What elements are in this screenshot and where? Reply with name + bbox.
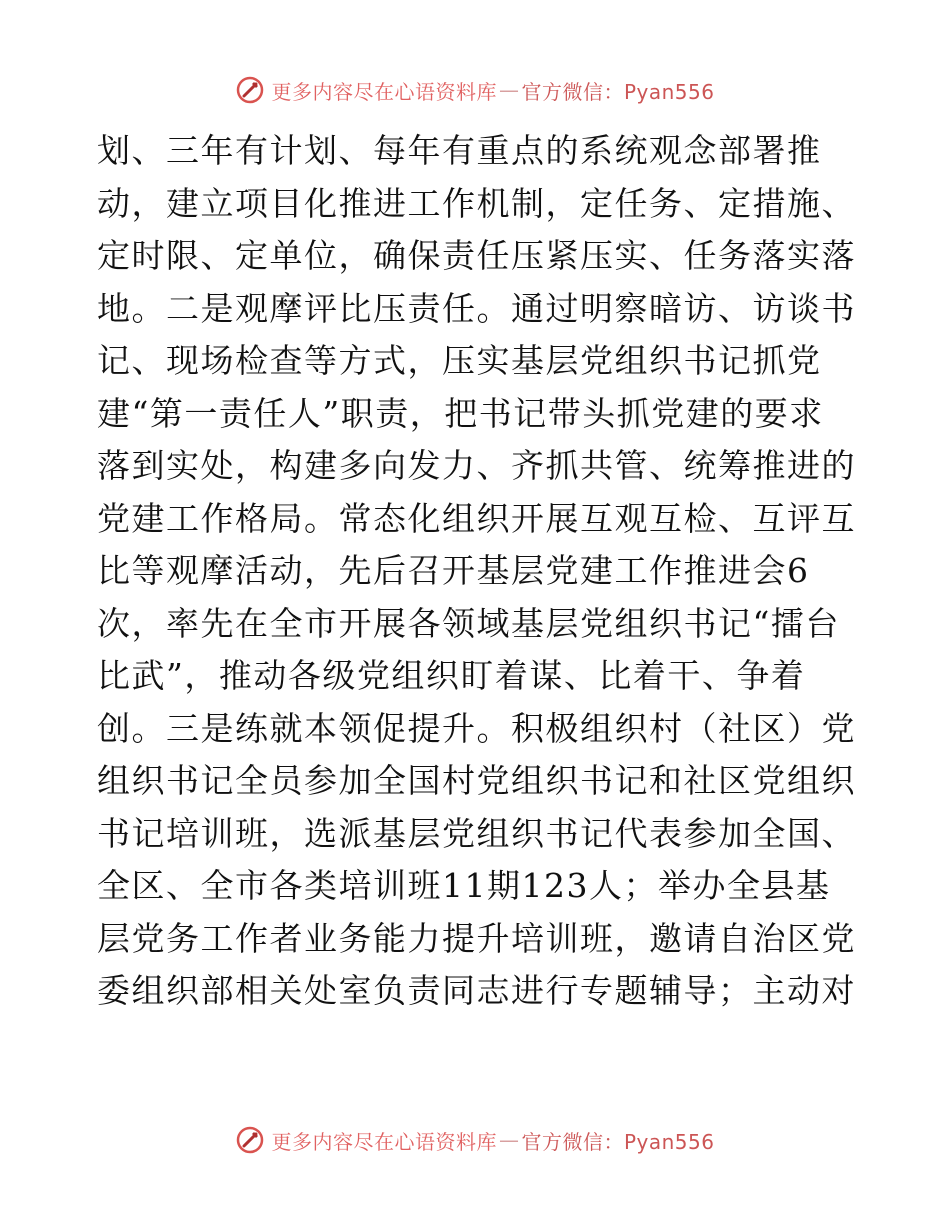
text-line: 委组织部相关处室负责同志进行专题辅导；主动对	[97, 971, 856, 1010]
watermark-dash: —	[498, 78, 520, 102]
text-line: 书记培训班，选派基层党组织书记代表参加全国、	[97, 813, 856, 853]
text-line: 记、现场检查等方式，压实基层党组织书记抓党	[97, 341, 822, 380]
text-line: 组织书记全员参加全国村党组织书记和社区党组织	[97, 761, 856, 800]
text-line: 党建工作格局。常态化组织开展互观互检、互评互	[97, 498, 856, 538]
text-line: 建“第一责任人”职责，把书记带头抓党建的要求	[97, 393, 824, 433]
text-line: 定时限、定单位，确保责任压紧压实、任务落实落	[97, 236, 856, 275]
footer-watermark	[0, 1120, 950, 1160]
text-line: 比武”，推动各级党组织盯着谋、比着干、争着	[97, 656, 806, 695]
watermark-wechat-text: 官方微信：Pyan556	[521, 1129, 715, 1154]
text-line: 划、三年有计划、每年有重点的系统观念部署推	[97, 131, 822, 170]
header-watermark	[0, 70, 950, 110]
brand-logo-icon	[235, 1125, 265, 1155]
text-line: 地。二是观摩评比压责任。通过明察暗访、访谈书	[97, 288, 856, 328]
watermark-wechat-text: 官方微信：Pyan556	[521, 79, 715, 104]
watermark-main-text: 更多内容尽在心语资料库	[271, 79, 497, 104]
watermark-dash: —	[498, 1128, 520, 1152]
watermark-main-text: 更多内容尽在心语资料库	[271, 1129, 497, 1154]
text-line: 落到实处，构建多向发力、齐抓共管、统筹推进的	[97, 446, 856, 485]
brand-logo-icon	[235, 75, 265, 105]
document-body	[97, 125, 857, 1018]
text-line: 动，建立项目化推进工作机制，定任务、定措施、	[97, 183, 856, 223]
text-line: 层党务工作者业务能力提升培训班，邀请自治区党	[97, 918, 856, 958]
text-line: 次，率先在全市开展各领域基层党组织书记“擂台	[97, 603, 840, 643]
text-line: 全区、全市各类培训班11期123人；举办全县基	[97, 866, 831, 905]
text-line: 创。三是练就本领促提升。积极组织村（社区）党	[97, 708, 856, 748]
text-line: 比等观摩活动，先后召开基层党建工作推进会6	[97, 551, 810, 590]
